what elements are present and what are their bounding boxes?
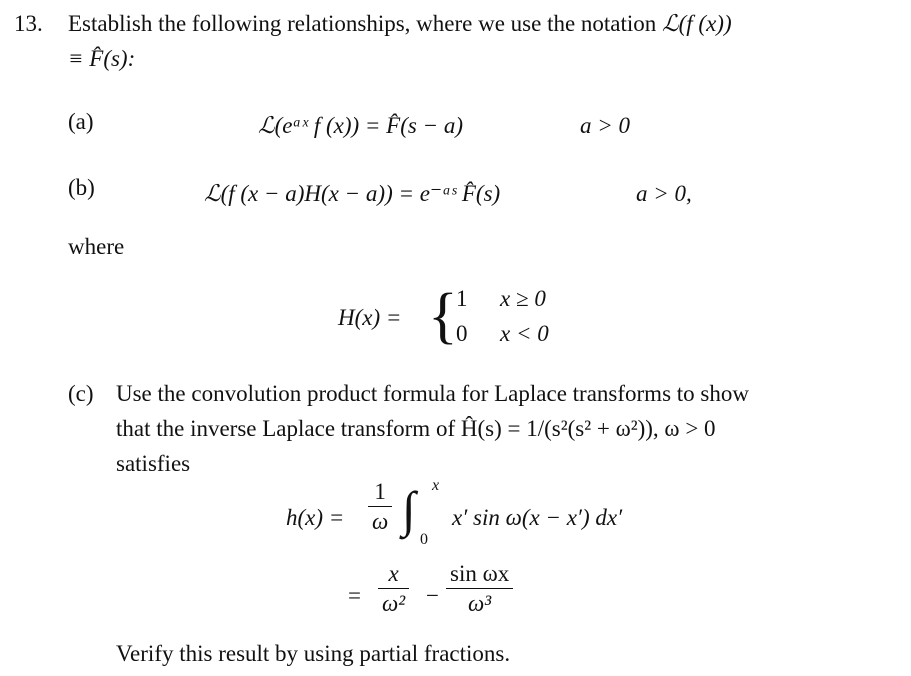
part-c-line2: that the inverse Laplace transform of Ĥ(s) = 1/(s²(s² + ω²)), ω > 0 <box>116 416 716 441</box>
part-b-equation: ℒ(f (x − a)H(x − a)) = e⁻ᵃˢ F̂(s) <box>204 181 501 206</box>
closing-instruction: Verify this result by using partial fractions. <box>116 641 511 666</box>
frac2-denominator: ω² <box>378 588 409 615</box>
frac3-numerator: sin ωx <box>450 561 510 586</box>
heaviside-lhs: H(x) = <box>338 305 402 330</box>
where-text: where <box>68 234 125 259</box>
fraction-x-over-omega2 <box>378 562 409 615</box>
part-a-equation: ℒ(eᵃˣ f (x)) = F̂(s − a) <box>258 113 464 138</box>
integral-sign: ∫ <box>402 481 416 537</box>
frac1-numerator: 1 <box>374 479 386 504</box>
frac1-denominator: ω <box>368 506 392 533</box>
h-lhs: h(x) = <box>286 505 345 530</box>
equals-sign: = <box>348 583 361 608</box>
intro-math: ℒ(f (x)) <box>662 11 732 36</box>
heaviside-case2-value: 0 <box>456 321 468 346</box>
fraction-sin-over-omega3 <box>446 562 513 615</box>
fraction-1-over-omega <box>368 480 392 533</box>
intro-text: Establish the following relationships, where we use the notation <box>68 11 657 36</box>
integral-lower-limit: 0 <box>420 531 428 548</box>
part-b-label: (b) <box>68 175 95 200</box>
part-c-line1: Use the convolution product formula for Laplace transforms to show <box>116 381 749 406</box>
heaviside-case1-value: 1 <box>456 286 468 311</box>
integral-upper-limit: x <box>432 477 440 494</box>
part-a-label: (a) <box>68 109 94 134</box>
heaviside-case1-cond: x ≥ 0 <box>500 286 546 311</box>
problem-intro-line2: ≡ F̂(s): <box>68 46 136 71</box>
problem-intro-line1 <box>68 12 732 35</box>
heaviside-case2-cond: x < 0 <box>500 321 549 346</box>
integrand: x′ sin ω(x − x′) dx′ <box>452 505 623 530</box>
part-c-label: (c) <box>68 381 94 406</box>
frac2-numerator: x <box>388 561 399 586</box>
part-a-condition: a > 0 <box>580 113 631 138</box>
problem-number: 13. <box>14 11 43 36</box>
left-brace: { <box>428 282 458 350</box>
part-b-condition: a > 0, <box>636 181 692 206</box>
frac3-denominator: ω³ <box>446 588 513 615</box>
part-c-line3: satisfies <box>116 451 191 476</box>
minus-sign: − <box>426 583 439 608</box>
